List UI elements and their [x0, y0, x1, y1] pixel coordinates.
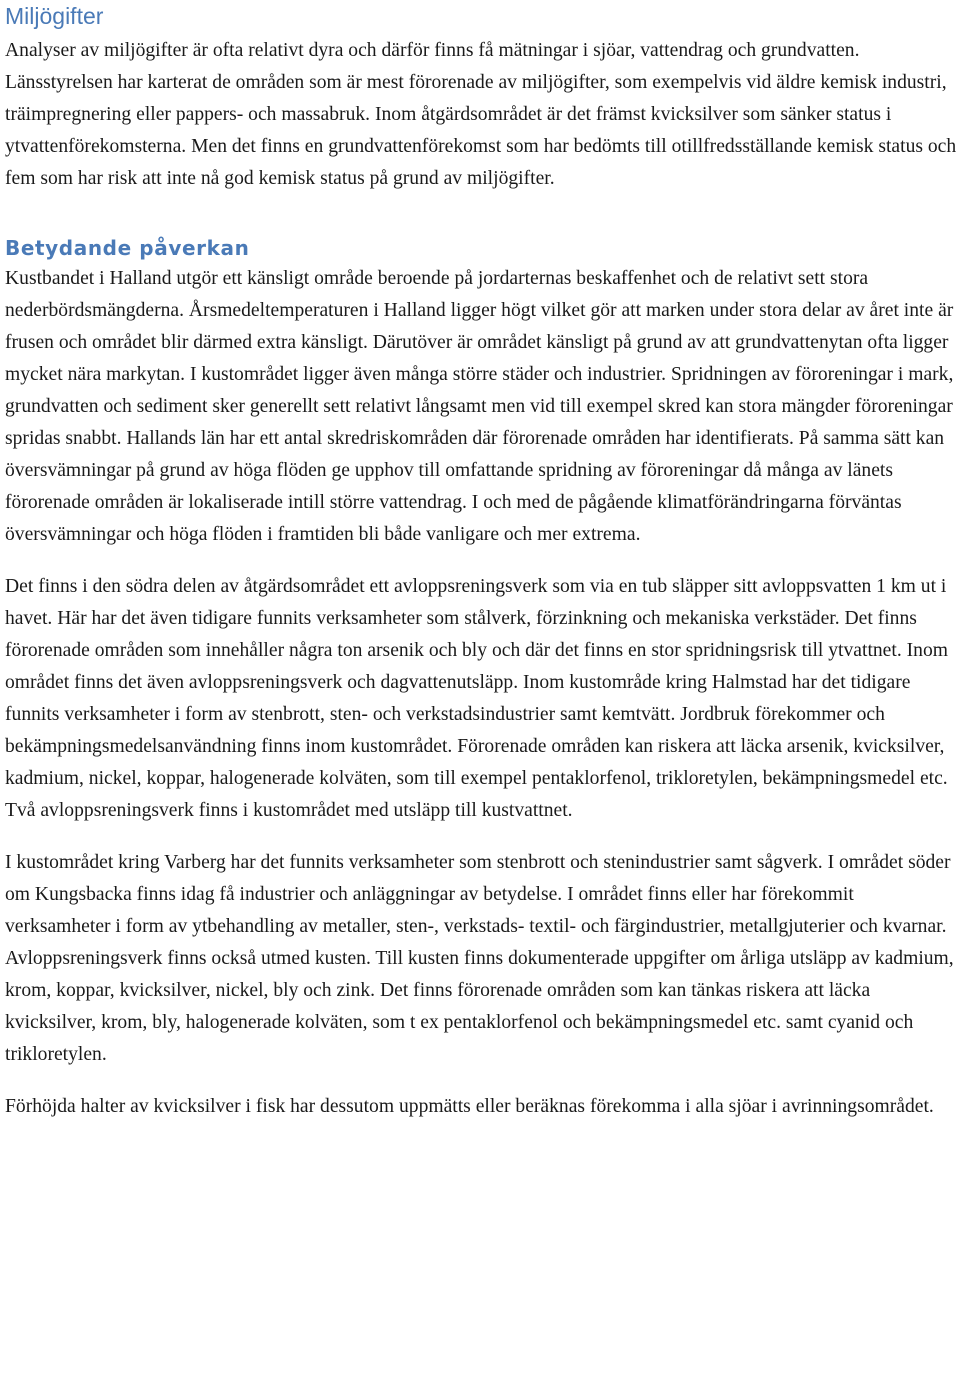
section-heading: Betydande påverkan: [5, 236, 250, 260]
section-paragraph-kustbandet: Kustbandet i Halland utgör ett känsligt område beroende på jordarternas beskaffenhet och de relativt sett stora nederbördsmängderna. Årsmedeltemperaturen i Halland ligger högt vilket gör att marken under stora delar av året inte är frusen och området blir därmed extra känsligt. Därutöver är området känsligt på grund av att grundvattenytan ofta ligger mycket nära markytan. I kustområdet ligger även många större städer och industrier. Spridningen av föroreningar i mark, grundvatten och sediment sker generellt sett relativt långsamt men vid till exempel skred kan stora mängder föroreningar spridas snabbt. Hallands län har ett antal skredriskområden där förorenade områden har identifierats. På samma sätt kan översvämningar på grund av höga flöden ge upphov till omfattande spridning av föroreningar då många av länets förorenade områden är lokaliserade intill större vattendrag. I och med de pågående klimatförändringarna förväntas översvämningar och höga flöden i framtiden bli både vanligare och mer extrema.: [5, 268, 954, 545]
intro-paragraph: Analyser av miljögifter är ofta relativt dyra och därför finns få mätningar i sjöar, vattendrag och grundvatten. Länsstyrelsen har karterat de områden som är mest förorenade av miljögifter, som exempelvis vid äldre kemisk industri, träimpregnering eller pappers- och massabruk. Inom åtgärdsområdet är det främst kvicksilver som sänker status i ytvattenförekomsterna. Men det finns en grundvattenförekomst som har bedömts till otillfredsställande kemisk status och fem som har risk att inte nå god kemisk status på grund av miljögifter.: [5, 40, 957, 189]
section-paragraph-kvicksilver: Förhöjda halter av kvicksilver i fisk har dessutom uppmätts eller beräknas förekomma i alla sjöar i avrinningsområdet.: [5, 1096, 934, 1117]
section-paragraph-sodra-delen: Det finns i den södra delen av åtgärdsområdet ett avloppsreningsverk som via en tub släpper sitt avloppsvatten 1 km ut i havet. Här har det även tidigare funnits verksamheter som stålverk, förzinkning och mekaniska verkstäder. Det finns förorenade områden som innehåller några ton arsenik och bly och där det finns en stor spridningsrisk till ytvattnet. Inom området finns det även avloppsreningsverk och dagvattenutsläpp. Inom kustområde kring Halmstad har det tidigare funnits verksamheter i form av stenbrott, sten- och verkstadsindustrier samt kemtvätt. Jordbruk förekommer och bekämpningsmedelsanvändning finns inom kustområdet. Förorenade områden kan riskera att läcka arsenik, kvicksilver, kadmium, nickel, koppar, halogenerade kolväten, som till exempel pentaklorfenol, trikloretylen, bekämpningsmedel etc. Två avloppsreningsverk finns i kustområdet med utsläpp till kustvattnet.: [5, 576, 948, 821]
document-page: [5, 0, 957, 1123]
section-paragraph-varberg: I kustområdet kring Varberg har det funnits verksamheter som stenbrott och stenindustrier samt sågverk. I området söder om Kungsbacka finns idag få industrier och anläggningar av betydelse. I området finns eller har förekommit verksamheter i form av ytbehandling av metaller, sten-, verkstads- textil- och färgindustrier, metallgjuterier och kvarnar. Avloppsreningsverk finns också utmed kusten. Till kusten finns dokumenterade uppgifter om årliga utsläpp av kadmium, krom, koppar, kvicksilver, nickel, bly och zink. Det finns förorenade områden som kan tänkas riskera att läcka kvicksilver, krom, bly, halogenerade kolväten, som t ex pentaklorfenol och bekämpningsmedel etc. samt cyanid och trikloretylen.: [5, 852, 954, 1065]
page-title: Miljögifter: [5, 3, 104, 29]
section-betydande-paverkan: [5, 233, 957, 1123]
